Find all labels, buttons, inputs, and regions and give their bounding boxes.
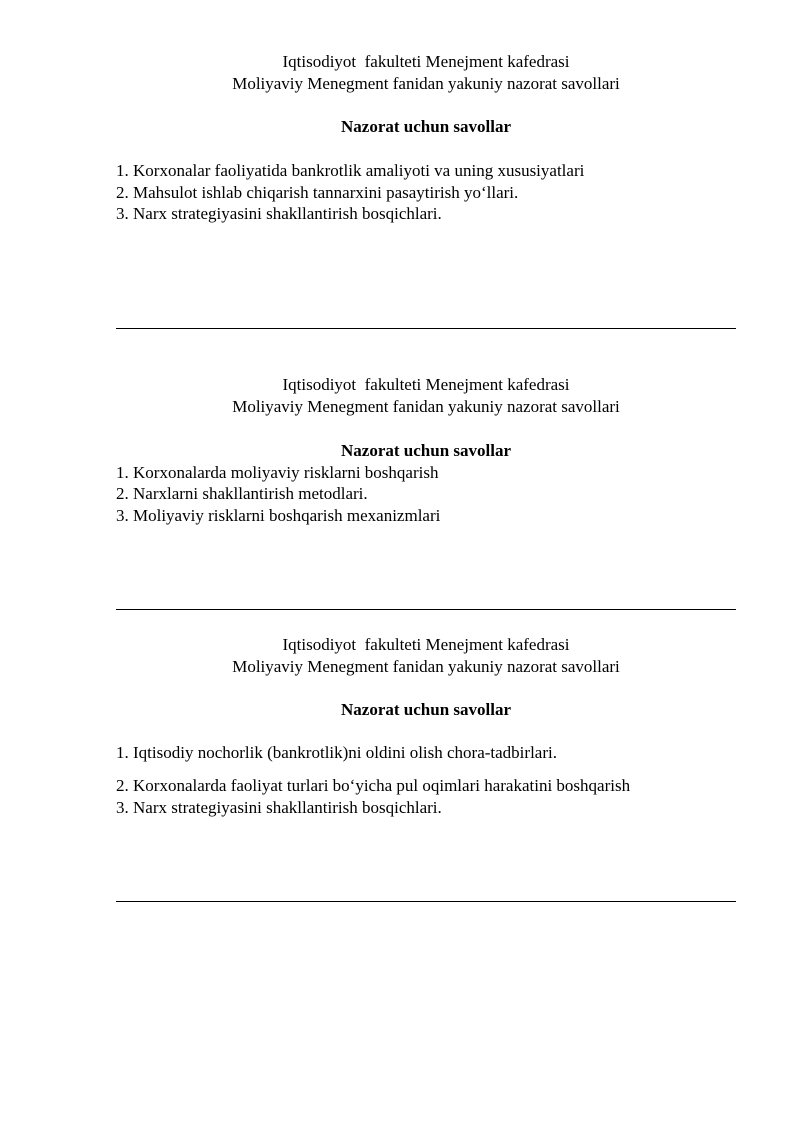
faculty-line: Iqtisodiyot fakulteti Menejment kafedrasi: [282, 52, 570, 71]
subject-line: Moliyaviy Menegment fanidan yakuniy nazorat savollari: [232, 397, 620, 416]
question-2: 2. Korxonalarda faoliyat turlari bo‘yicha pul oqimlari harakatini boshqarish: [116, 776, 631, 795]
question-1: 1. Korxonalar faoliyatida bankrotlik amaliyoti va uning xususiyatlari: [116, 161, 585, 180]
separator-line: [116, 609, 736, 610]
question-1: 1. Korxonalarda moliyaviy risklarni boshqarish: [116, 463, 439, 482]
question-2: 2. Mahsulot ishlab chiqarish tannarxini pasaytirish yo‘llari.: [116, 183, 519, 202]
question-2: 2. Narxlarni shakllantirish metodlari.: [116, 484, 368, 503]
question-1: 1. Iqtisodiy nochorlik (bankrotlik)ni oldini olish chora-tadbirlari.: [116, 743, 557, 762]
question-3: 3. Moliyaviy risklarni boshqarish mexanizmlari: [116, 506, 441, 525]
question-3: 3. Narx strategiyasini shakllantirish bosqichlari.: [116, 798, 442, 817]
separator-line: [116, 901, 736, 902]
separator-line: [116, 328, 736, 329]
subject-line: Moliyaviy Menegment fanidan yakuniy nazorat savollari: [232, 74, 620, 93]
questions-heading: Nazorat uchun savollar: [341, 117, 511, 136]
faculty-line: Iqtisodiyot fakulteti Menejment kafedrasi: [282, 635, 570, 654]
questions-heading: Nazorat uchun savollar: [341, 700, 511, 719]
questions-heading: Nazorat uchun savollar: [341, 441, 511, 460]
faculty-line: Iqtisodiyot fakulteti Menejment kafedrasi: [282, 375, 570, 394]
subject-line: Moliyaviy Menegment fanidan yakuniy nazorat savollari: [232, 657, 620, 676]
question-3: 3. Narx strategiyasini shakllantirish bosqichlari.: [116, 204, 442, 223]
